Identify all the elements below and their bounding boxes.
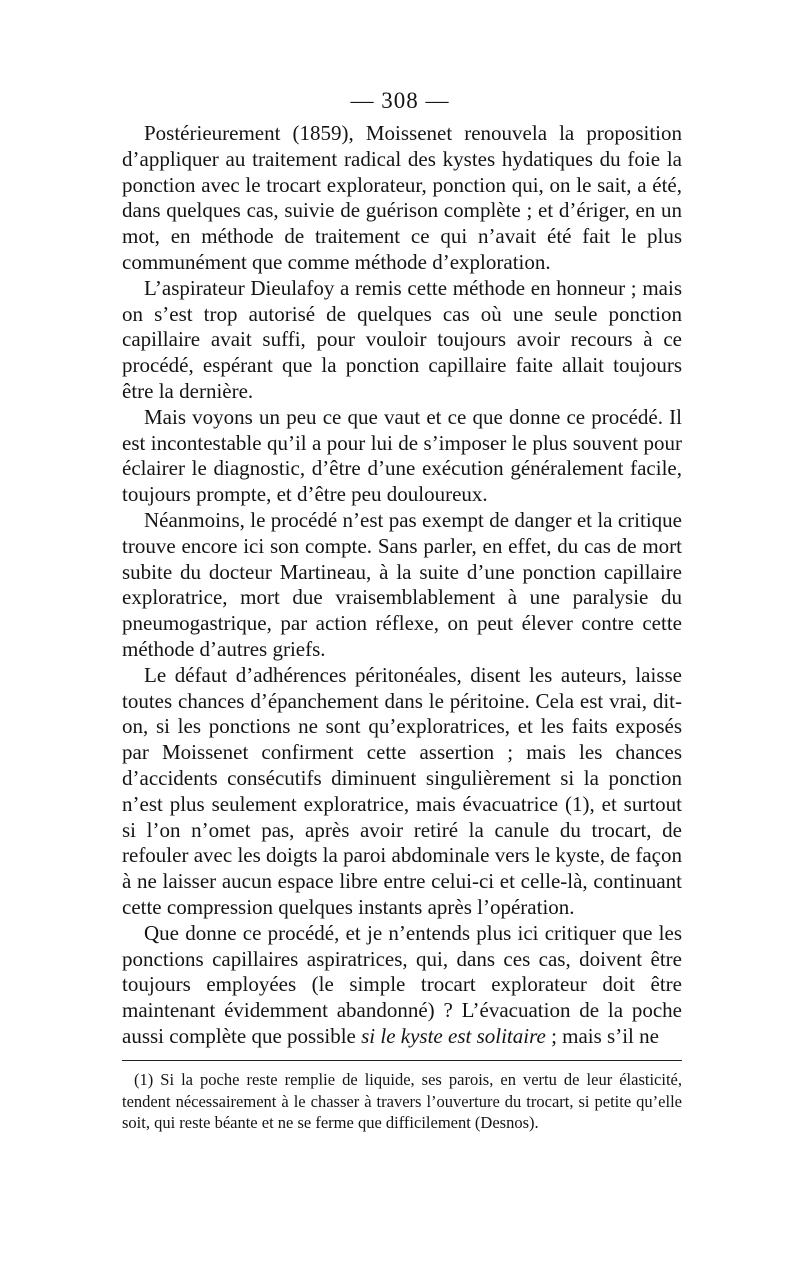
paragraph-6-italic: si le kyste est solitaire <box>361 1023 546 1048</box>
paragraph-6 <box>122 921 682 1050</box>
paragraph-3: Mais voyons un peu ce que vaut et ce que donne ce procédé. Il est incontestable qu’il a pour lui de s’imposer le plus souvent pour éclairer le diagnostic, d’être d’une exécution généralement facile, toujours prompte, et d’être peu douloureux. <box>122 404 682 507</box>
paragraph-5: Le défaut d’adhérences péritonéales, disent les auteurs, laisse toutes chances d’épanchement dans le péritoine. Cela est vrai, dit-on, si les ponctions ne sont qu’exploratrices, et les faits exposés par Moissenet confirment cette assertion ; mais les chances d’accidents consécutifs diminuent singulièrement si la ponction n’est plus seulement exploratrice, mais évacuatrice (1), et surtout si l’on n’omet pas, après avoir retiré la canule du trocart, de refouler avec les doigts la paroi abdominale vers le kyste, de façon à ne laisser aucun espace libre entre celui-ci et celle-là, continuant cette compression quelques instants après l’opération. <box>122 662 682 919</box>
footnote-divider <box>122 1060 682 1061</box>
paragraph-6-ending: ; mais s’il ne <box>545 1023 659 1048</box>
paragraph-4: Néanmoins, le procédé n’est pas exempt de danger et la critique trouve encore ici son compte. Sans parler, en effet, du cas de mort subite du docteur Martineau, à la suite d’une ponction capillaire exploratrice, mort due vraisemblablement à une paralysie du pneumogastrique, par action réflexe, on peut élever contre cette méthode d’autres griefs. <box>122 507 682 661</box>
body-text <box>122 121 682 1050</box>
paragraph-6-text: Que donne ce procédé, et je n’entends plus ici critiquer que les ponctions capillaires aspiratrices, qui, dans ces cas, doivent être toujours employées (le simple trocart explorateur doit être maintenant évidemment abandonné) ? L’évacuation de la poche aussi complète que possible <box>122 920 682 1048</box>
paragraph-2: L’aspirateur Dieulafoy a remis cette méthode en honneur ; mais on s’est trop autorisé de quelques cas où une seule ponction capillaire avait suffi, pour vouloir toujours avoir recours à ce procédé, espérant que la ponction capillaire faite allait toujours être la dernière. <box>122 275 682 403</box>
page-number: — 308 — <box>350 88 450 113</box>
footnote: (1) Si la poche reste remplie de liquide, ses parois, en vertu de leur élasticité, tendent nécessairement à le chasser à travers l’ouverture du trocart, si petite qu’elle soit, qui reste béante et ne se ferme que difficilement (Desnos). <box>122 1070 682 1132</box>
paragraph-1: Postérieurement (1859), Moissenet renouvela la proposition d’appliquer au traitement radical des kystes hydatiques du foie la ponction avec le trocart explorateur, ponction qui, on le sait, a été, dans quelques cas, suivie de guérison complète ; et d’ériger, en un mot, en méthode de traitement ce qui n’avait été fait le plus communément que comme méthode d’exploration. <box>122 121 682 274</box>
